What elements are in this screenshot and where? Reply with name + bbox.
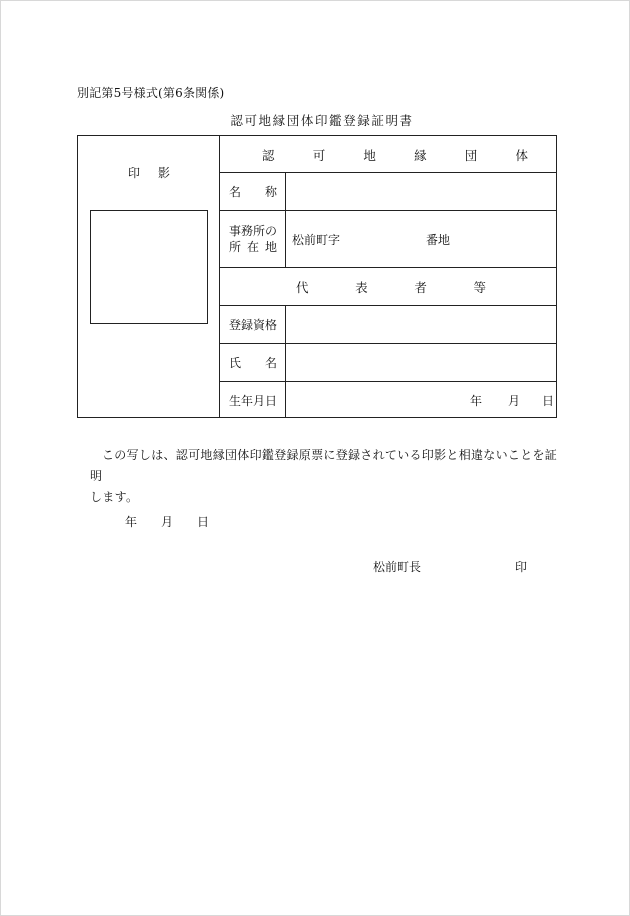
rep-header-row <box>220 268 556 306</box>
org-header-char: 縁 <box>414 147 427 163</box>
rep-header-char: 表 <box>355 280 368 295</box>
issue-month-unit: 月 <box>161 515 174 529</box>
org-header-char: 認 <box>262 147 275 163</box>
label-char: 在 <box>246 240 259 254</box>
issue-date <box>125 513 209 530</box>
org-header-char: 可 <box>312 147 326 163</box>
org-name-label <box>220 173 286 210</box>
label-char: 氏 <box>229 356 242 370</box>
person-name-label <box>220 344 286 381</box>
mayor-title: 松前町長 <box>373 560 422 574</box>
office-address-label <box>220 211 286 267</box>
qualification-value[interactable] <box>286 306 556 343</box>
org-name-row <box>220 173 556 211</box>
certification-statement <box>90 445 560 508</box>
birth-month-unit: 月 <box>508 393 521 408</box>
label-line: 事務所の <box>229 224 278 238</box>
address-prefix: 松前町字 <box>292 232 341 247</box>
rep-header-text <box>220 268 556 306</box>
label-char: 所 <box>229 240 242 254</box>
issue-year-unit: 年 <box>125 515 138 529</box>
seal-impression-column <box>78 136 220 417</box>
document-title: 認可地縁団体印鑑登録証明書 <box>230 113 414 128</box>
statement-line-2: します。 <box>90 490 139 504</box>
qualification-label: 登録資格 <box>220 306 286 343</box>
certificate-table <box>77 135 557 418</box>
org-header-text <box>220 136 556 173</box>
seal-impression-label: 印影 <box>127 166 188 180</box>
rep-header-char: 代 <box>296 280 309 295</box>
birth-year-unit: 年 <box>470 393 483 408</box>
birthdate-value[interactable] <box>286 382 556 418</box>
office-address-row <box>220 211 556 268</box>
seal-impression-box <box>90 210 208 324</box>
rep-header-char: 者 <box>414 280 427 295</box>
mayor-seal-mark: 印 <box>515 560 528 574</box>
label-char: 名 <box>264 356 277 370</box>
address-suffix: 番地 <box>426 232 451 247</box>
statement-line-1: この写しは、認可地縁団体印鑑登録原票に登録されている印影と相違ないことを証明 <box>90 448 558 483</box>
rep-header-char: 等 <box>473 280 486 295</box>
org-header-char: 体 <box>515 147 528 163</box>
label-char: 称 <box>264 185 277 199</box>
org-header-char: 地 <box>363 147 376 163</box>
org-header-row <box>220 136 556 173</box>
person-name-value[interactable] <box>286 344 556 381</box>
birth-day-unit: 日 <box>542 393 555 408</box>
label-char: 名 <box>229 185 242 199</box>
form-number: 別記第5号様式(第6条関係) <box>77 86 225 100</box>
birthdate-label: 生年月日 <box>220 382 286 418</box>
org-name-value[interactable] <box>286 173 556 210</box>
office-address-value[interactable] <box>286 211 556 267</box>
issue-day-unit: 日 <box>197 515 210 529</box>
qualification-row <box>220 306 556 344</box>
person-name-row <box>220 344 556 382</box>
mayor-signature <box>373 558 533 575</box>
label-char: 地 <box>264 240 277 254</box>
birthdate-row <box>220 382 556 418</box>
org-header-char: 団 <box>464 147 478 163</box>
